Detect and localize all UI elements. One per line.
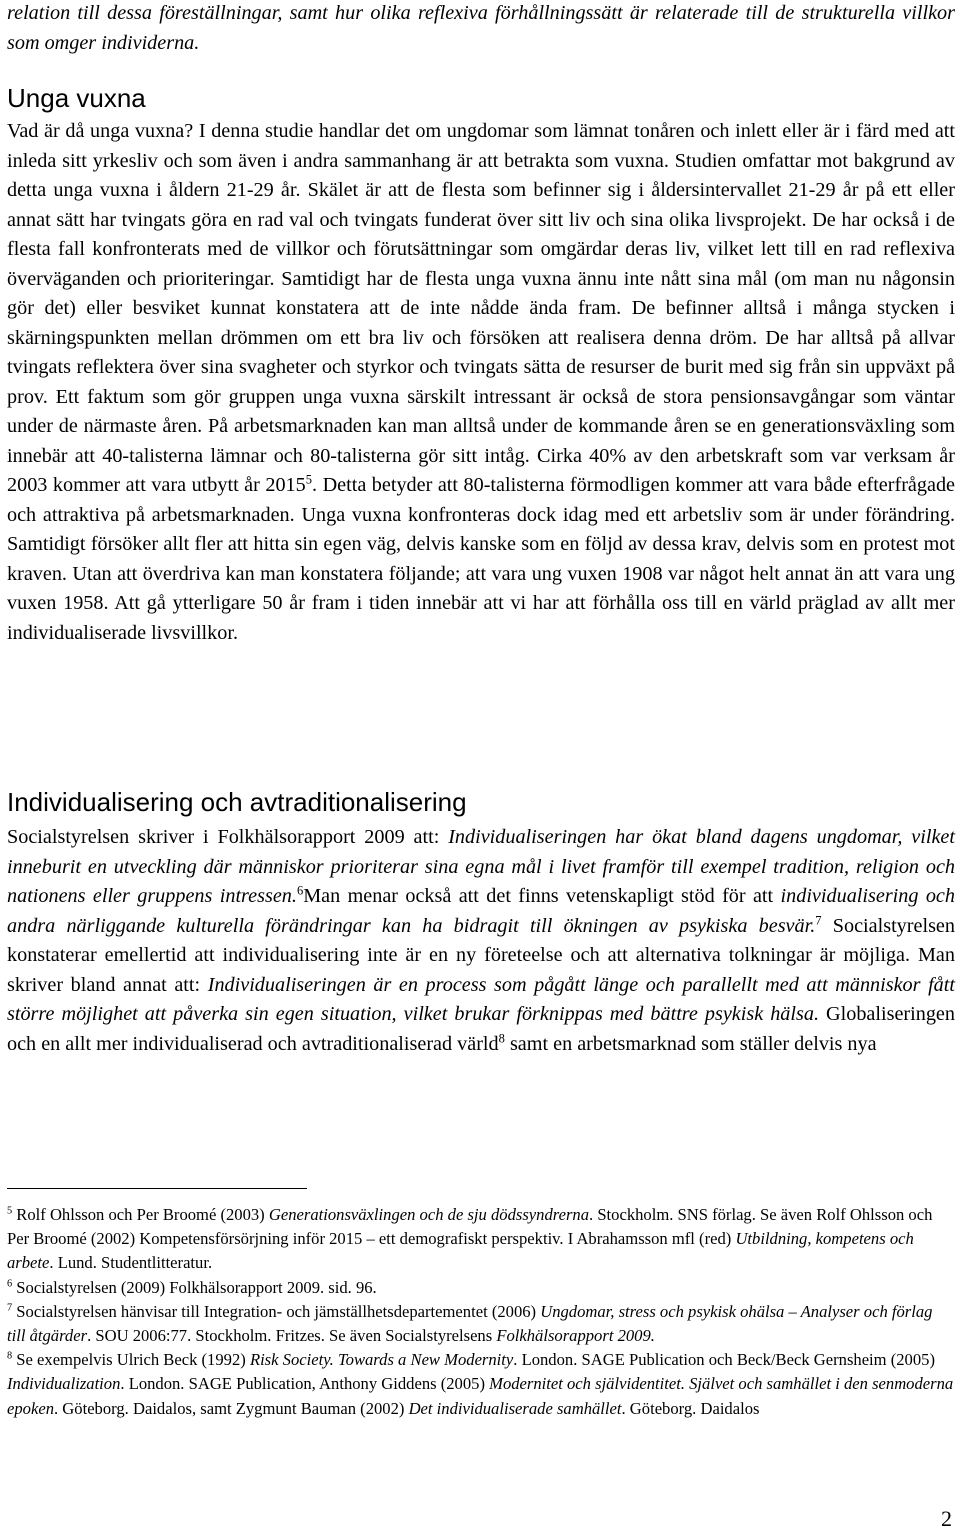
footnote-6 [7, 1276, 955, 1300]
footnote-text: . Stockholm. SNS förlag. Se även Rolf Ohlsson och Per Broomé (2002) Kompetensförsörjning inför 2015 – ett demografiskt perspektiv. I Abrahamsson mfl (red) [7, 1205, 933, 1249]
section2-text-1: Socialstyrelsen skriver i Folkhälsorapport 2009 att: [7, 826, 449, 848]
footnote-number: 8 [7, 1350, 13, 1362]
footnote-text: . London. SAGE Publication och Beck/Beck Gernsheim (2005) [513, 1350, 935, 1370]
footnote-title: Folkhälsorapport 2009. [496, 1326, 655, 1346]
footnote-text: . Göteborg. Daidalos [621, 1398, 760, 1418]
footnote-title: Utbildning, kompetens och arbete [7, 1229, 914, 1273]
footnote-title: Det individualiserade samhället [408, 1398, 622, 1418]
footnote-7 [7, 1300, 955, 1348]
section1-text: Vad är då unga vuxna? I denna studie handlar det om ungdomar som lämnat tonåren och inlett eller är i färd med att inleda sitt yrkesliv och som även i andra sammanhang är att betrakta som vuxna. Studien omfattar mot bakgrund av detta unga vuxna i åldern 21-29 år. Skälet är att de flesta som befinner sig i åldersintervallet 21-29 år på ett eller annat sätt har tvingats göra en rad val och tvingats funderat över sitt liv och sina olika livsprojekt. De har också i de flesta fall konfronterats med de villkor och förutsättningar som omgärdar deras liv, vilket lett till en rad reflexiva överväganden och prioriteringar. Samtidigt har de flesta unga vuxna ännu inte nått sina mål (om man nu någonsin gör det) eller besviket kunnat konstatera att de inte nådde ända fram. De befinner alltså i många stycken i skärningspunkten mellan drömmen om ett bra liv och försöken att realisera denna dröm. De har alltså på allvar tvingats reflektera över sina svagheter och styrkor och tvingats sätta de resurser de burit med sig från sin uppväxt på prov. Ett faktum som gör gruppen unga vuxna särskilt intressant är också de stora pensionsavgångar som väntar under de närmaste åren. På arbetsmarknaden kan man alltså under de kommande åren se en generationsväxling som innebär att 40-talisterna lämnar och 80-talisterna gör sitt intåg. Cirka 40% av den arbetskraft som var verksam år 2003 kommer att vara utbytt år 2015 [7, 120, 955, 496]
footnote-text: Socialstyrelsen hänvisar till Integration- och jämställhetsdepartementet (2006) [12, 1301, 541, 1321]
footnote-title: Risk Society. Towards a New Modernity [249, 1350, 514, 1370]
section-heading-individualisering: Individualisering och avtraditionalisering [7, 787, 467, 817]
footnote-ref-8: 8 [498, 1030, 505, 1045]
section2-paragraph [7, 823, 955, 1059]
footnote-text: Socialstyrelsen (2009) Folkhälsorapport 2009. sid. 96. [12, 1277, 377, 1297]
footnote-title: Modernitet och självidentitet. Självet och samhället i den senmoderna epoken [7, 1374, 954, 1418]
footnote-text: Rolf Ohlsson och Per Broomé (2003) [12, 1205, 269, 1224]
footnote-8 [7, 1348, 955, 1421]
footnote-text: . London. SAGE Publication, Anthony Giddens (2005) [120, 1374, 490, 1394]
footnote-text: Se exempelvis Ulrich Beck (1992) [12, 1350, 250, 1370]
footnote-text: . Lund. Studentlitteratur. [49, 1253, 213, 1273]
page-number: 2 [941, 1506, 952, 1531]
footnote-number: 7 [7, 1302, 13, 1314]
footnote-number: 5 [7, 1205, 13, 1217]
section2-quote-1: Individualiseringen har ökat bland dagens ungdomar, vilket inneburit en utveckling där människor prioriterar sina egna mål i livet framför till exempel tradition, religion och nationens eller gruppens intressen. [7, 826, 955, 907]
footnote-ref-7: 7 [815, 912, 822, 927]
section2-text-4: Globaliseringen och en allt mer individualiserad och avtraditionaliserad värld [7, 1003, 955, 1055]
section2-text-5: samt en arbetsmarknad som ställer delvis nya [504, 1032, 877, 1055]
footnote-separator [7, 1188, 307, 1189]
section-heading-unga-vuxna: Unga vuxna [7, 83, 146, 113]
footnote-title: Individualization [7, 1374, 121, 1394]
intro-italic-text: relation till dessa föreställningar, samt hur olika reflexiva förhållningssätt är relaterade till de strukturella villkor som omger individerna. [7, 2, 955, 54]
footnotes [7, 1203, 955, 1421]
footnote-title: Ungdomar, stress och psykisk ohälsa – Analyser och förlag till åtgärder [7, 1301, 933, 1346]
intro-paragraph [7, 0, 955, 58]
footnote-title: Generationsväxlingen och de sju dödssyndrerna [268, 1205, 590, 1224]
footnote-ref-5: 5 [305, 472, 313, 487]
footnote-5 [7, 1203, 955, 1276]
section1-text-end: . Detta betyder att 80-talisterna förmodligen kommer att vara både efterfrågade och attraktiva på arbetsmarknaden. Unga vuxna konfronteras dock idag med ett arbetsliv som är under förändring. Samtidigt försöker allt fler att hitta sin egen väg, delvis kanske som en följd av dessa krav, delvis som en protest mot kraven. Utan att överdriva kan man konstatera följande; att vara ung vuxen 1908 var något helt annat än att vara ung vuxen 1958. Att gå ytterligare 50 år fram i tiden innebär att vi har att förhålla oss till en värld präglad av allt mer individualiserade livsvillkor. [7, 474, 955, 644]
section2-quote-3: Individualiseringen är en process som pågått länge och parallellt med att människor fått större möjlighet att påverka sin egen situation, vilket brukar förknippas med bättre psykisk hälsa. [7, 973, 955, 1025]
footnote-text: . SOU 2006:77. Stockholm. Fritzes. Se även Socialstyrelsens [87, 1326, 497, 1346]
footnote-ref-6: 6 [296, 883, 304, 898]
section2-text-2: Man menar också att det finns vetenskapligt stöd för att [303, 885, 781, 907]
section1-paragraph [7, 117, 955, 648]
section2-text-3: Socialstyrelsen konstaterar emellertid att individualisering inte är en ny företeelse och att alternativa tolkningar är möjliga. Man skriver bland annat att: [7, 914, 955, 996]
section2-quote-2: individualisering och andra närliggande kulturella förändringar kan ha bidragit till ökningen av psykiska besvär. [7, 885, 955, 937]
footnote-text: . Göteborg. Daidalos, samt Zygmunt Bauman (2002) [54, 1398, 409, 1418]
footnote-number: 6 [7, 1278, 13, 1290]
